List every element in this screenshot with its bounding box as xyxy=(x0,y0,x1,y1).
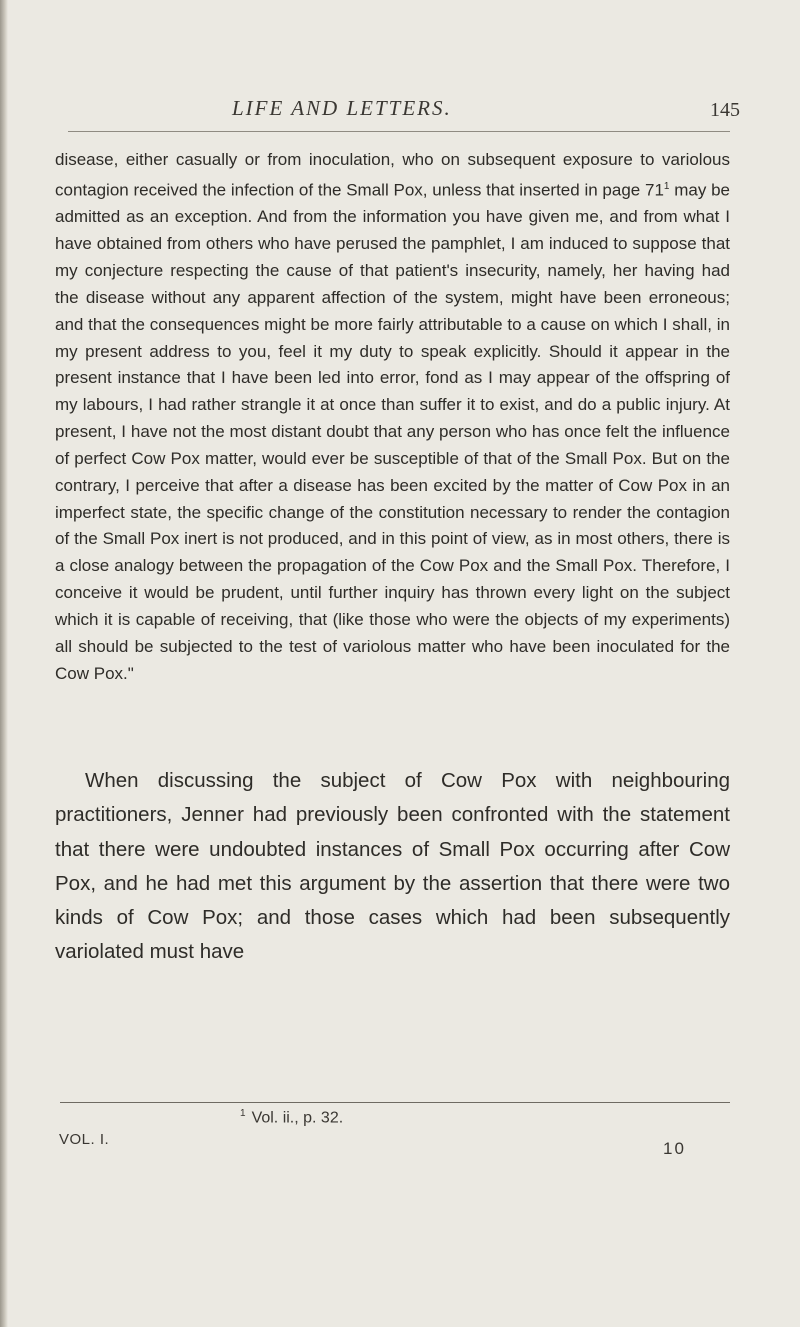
quote-text-start: disease, either casually or from inoculation, who on subsequent exposure to variolous contagion received the infection of the Small Pox, unless that inserted in page 71 xyxy=(55,150,730,200)
header-rule xyxy=(68,131,730,132)
footnote-number: 1 xyxy=(240,1108,246,1119)
quoted-letter-paragraph xyxy=(55,147,730,688)
volume-mark: VOL. I. xyxy=(59,1131,110,1148)
signature-mark: 10 xyxy=(663,1139,686,1158)
footnote-text: Vol. ii., p. 32. xyxy=(251,1109,344,1127)
page-binding-edge xyxy=(0,0,8,1327)
narrative-text: When discussing the subject of Cow Pox with neighbouring practitioners, Jenner had previously been confronted with the statement that there were undoubted instances of Small Pox occurring after Cow Pox, and he had met this argument by the assertion that there were two kinds of Cow Pox; and those cases which had been subsequently variolated must have xyxy=(55,769,730,964)
footnote-reference: 1 xyxy=(663,180,670,192)
quote-text-end: may be admitted as an exception. And from the information you have given me, and from what I have obtained from others who have perused the pamphlet, I am induced to suppose that my conjecture respecting the cause of that patient's insecurity, namely, her having had the disease without any apparent affection of the system, might have been erroneous; and that the consequences might be more fairly attributable to a cause on which I shall, in my present address to you, feel it my duty to speak explicitly. Should it appear in the present instance that I have been led into error, fond as I may appear of the offspring of my labours, I had rather strangle it at once than suffer it to exist, and do a public injury. At present, I have not the most distant doubt that any person who has once felt the influence of perfect Cow Pox matter, would ever be susceptible of that of the Small Pox. But on the contrary, I perceive that after a disease has been excited by the matter of Cow Pox in an imperfect state, the specific change of the constitution necessary to render the contagion of the Small Pox inert is not produced, and in this point of view, as in most others, there is a close analogy between the propagation of the Cow Pox and the Small Pox. Therefore, I conceive it would be prudent, until further inquiry has thrown every light on the subject which it is capable of receiving, that (like those who were the objects of my experiments) all should be subjected to the test of variolous matter who have been inoculated for the Cow Pox." xyxy=(55,180,730,683)
narrative-paragraph xyxy=(55,764,730,970)
running-head: LIFE AND LETTERS. xyxy=(232,96,452,120)
footnote xyxy=(240,1108,343,1127)
page-number: 145 xyxy=(710,99,740,121)
footnote-rule xyxy=(60,1102,730,1103)
